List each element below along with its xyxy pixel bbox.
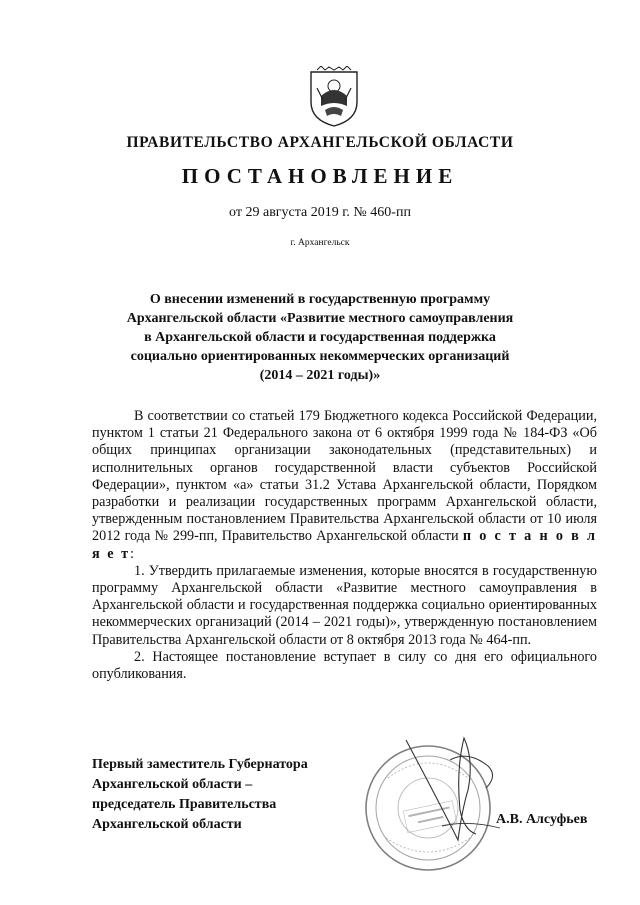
signatory-position-line: Архангельской области – [92, 777, 253, 792]
item-1-paragraph: 1. Утвердить прилагаемые изменения, которые вносятся в государственную программу Архангельской области «Развитие местного самоуправления в Архангельской области и государственная поддержка социально ориентированных некоммерческих организаций (2014 – 2021 годы)», утвержденную постановлением Правительства Архангельской области от 8 октября 2013 года № 464-пп. [92, 562, 597, 648]
title-line: Архангельской области «Развитие местного самоуправления [126, 311, 514, 326]
coat-of-arms-icon [307, 66, 361, 128]
document-type: ПОСТАНОВЛЕНИЕ [181, 164, 459, 188]
document-title [95, 290, 545, 385]
document-body [92, 408, 597, 683]
title-line: социально ориентированных некоммерческих организаций [130, 349, 510, 364]
preamble-paragraph: В соответствии со статьей 179 Бюджетного кодекса Российской Федерации, пунктом 1 статьи 21 Федерального закона от 6 октября 1999 года № 184-ФЗ «Об общих принципах организации законодательных (представительных) и исполнительных органов государственной власти субъектов Российской Федерации», пунктом «а» статьи 31.2 Устава Архангельской области, Порядком разработки и реализации государственных программ Архангельской области, утвержденным постановлением Правительства Архангельской области от 10 июля 2012 года № 299-пп, Правительство Архангельской области п о с т а н о в л я е т: [92, 408, 597, 562]
title-line: (2014 – 2021 годы)» [259, 368, 381, 383]
signatory-name: А.В. Алсуфьев [496, 812, 588, 827]
signatory-position [92, 755, 308, 835]
organization-name: ПРАВИТЕЛЬСТВО АРХАНГЕЛЬСКОЙ ОБЛАСТИ [126, 134, 514, 151]
signatory-position-line: председатель Правительства [92, 797, 277, 812]
title-line: в Архангельской области и государственная поддержка [144, 330, 496, 345]
handwritten-signature [398, 730, 518, 850]
document-date-number: от 29 августа 2019 г. № 460-пп [229, 205, 411, 220]
document-city: г. Архангельск [290, 238, 350, 248]
item-2-paragraph: 2. Настоящее постановление вступает в силу со дня его официального опубликования. [92, 648, 597, 683]
signatory-position-line: Первый заместитель Губернатора [92, 757, 308, 772]
signatory-position-line: Архангельской области [92, 817, 242, 832]
decree-word: п о с т а н о в л я е т [92, 528, 597, 562]
title-line: О внесении изменений в государственную программу [149, 292, 491, 307]
preamble-text: В соответствии со статьей 179 Бюджетного кодекса Российской Федерации, пунктом 1 статьи 21 Федерального закона от 6 октября 1999 года № 184-ФЗ «Об общих принципах организации законодательных (представительных) и исполнительных органов государственной власти субъектов Российской Федерации», пунктом «а» статьи 31.2 Устава Архангельской области, Порядком разработки и реализации государственных программ Архангельской области, утвержденным постановлением Правительства Архангельской области от 10 июля 2012 года № 299-пп, Правительство Архангельской области [92, 408, 597, 545]
